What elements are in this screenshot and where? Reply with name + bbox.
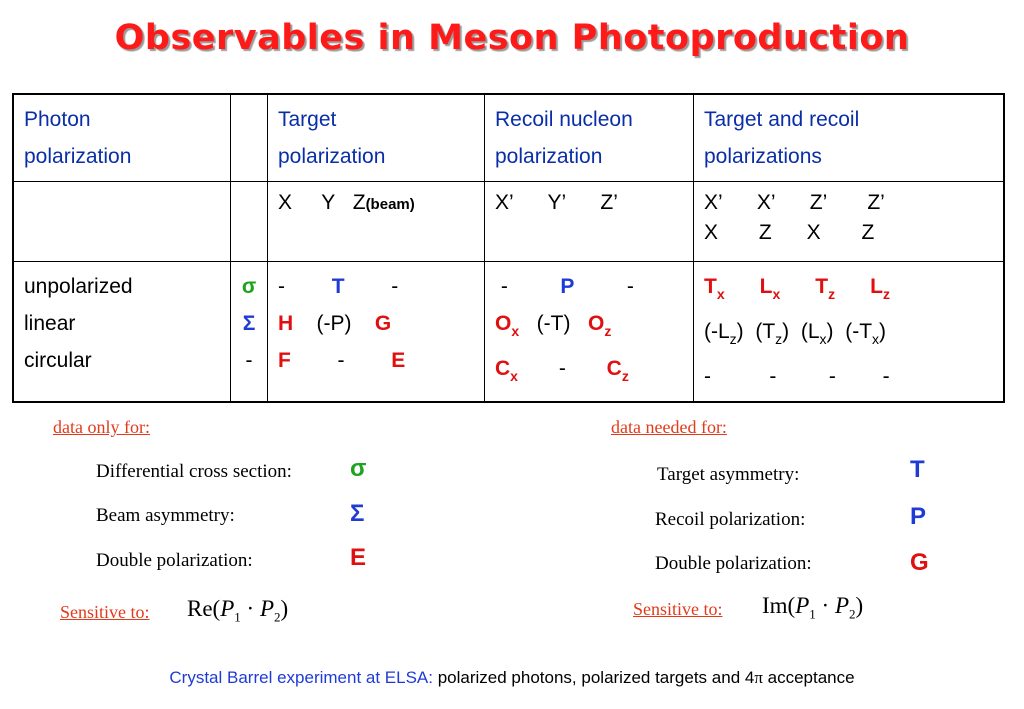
pi-symbol: π [754,668,763,687]
left-item-label-3: Double polarization: [96,550,253,571]
Sigma-symbol: Σ [242,312,256,335]
target-observables [268,262,485,403]
footer-note: Crystal Barrel experiment at ELSA: polarized photons, polarized targets and 4π acceptance [169,668,855,687]
sigma-symbol: σ [241,275,257,298]
right-item-symbol-T: T [910,456,925,483]
axes-symbol-empty [231,182,268,262]
left-item-symbol-E: E [350,544,367,571]
recoil-row-2: $O_x$ (-T) $O_z$ [495,312,612,339]
right-item-label-3: Double polarization: [655,553,812,574]
photon-polarization-list [13,262,231,403]
header-target-recoil-polarizations: Target and recoil polarizations [694,94,1005,182]
photon-linear: linear [24,312,76,335]
right-formula-im: $Im(P_1 \cdot P_2)$ [762,593,864,622]
tr-row-3: - - - - [704,365,890,388]
right-item-label-2: Recoil polarization: [655,509,806,530]
header-recoil-polarization: Recoil nucleon polarization [485,94,694,182]
target-row-1: - T - [278,275,399,298]
footer-experiment: Crystal Barrel experiment at ELSA: [169,668,433,687]
recoil-row-1: - P - [500,275,634,298]
left-item-label-1: Differential cross section: [96,461,292,482]
target-row-2: H (-P) G [278,312,392,335]
table-axes-row [13,182,1004,262]
symbol-list [231,262,268,403]
photon-circular: circular [24,349,92,372]
left-item-label-2: Beam asymmetry: [96,505,235,526]
header-photon-polarization: Photon polarization [13,94,231,182]
photon-unpolarized: unpolarized [24,275,133,298]
left-formula-re: $Re(P_1 \cdot P_2)$ [187,596,289,625]
observables-table [12,93,1005,403]
page-title: Observables in Meson Photoproduction [114,18,910,58]
dash-symbol: - [245,349,253,372]
target-recoil-axes: X’ X’ Z’ Z’ X Z X Z [694,182,1005,262]
right-heading: data needed for: [611,417,727,437]
right-sensitive-label: Sensitive to: [633,599,723,619]
left-item-symbol-Sigma: Σ [350,500,365,527]
recoil-observables [485,262,694,403]
right-item-symbol-P: P [910,503,927,530]
right-item-symbol-G: G [910,549,929,576]
header-target-polarization: Target polarization [268,94,485,182]
left-sensitive-label: Sensitive to: [60,602,150,622]
table-header-row [13,94,1004,182]
target-row-3: F - E [278,349,406,372]
target-recoil-observables [694,262,1005,403]
table-body-row [13,262,1004,403]
recoil-axes: X’ Y’ Z’ [485,182,694,262]
axes-empty-cell [13,182,231,262]
left-item-symbol-sigma: σ [350,455,367,482]
header-symbol-empty [231,94,268,182]
tr-row-2: $(-L_z)$ $(T_z)$ $(L_x)$ $(-T_x)$ [704,320,887,347]
tr-row-1: $T_x$ $L_x$ $T_z$ $L_z$ [704,275,890,302]
target-axes: X Y Z(beam) [268,182,485,262]
right-item-label-1: Target asymmetry: [657,464,800,485]
left-heading: data only for: [53,417,150,437]
recoil-row-3: $C_x$ - $C_z$ [495,357,629,384]
